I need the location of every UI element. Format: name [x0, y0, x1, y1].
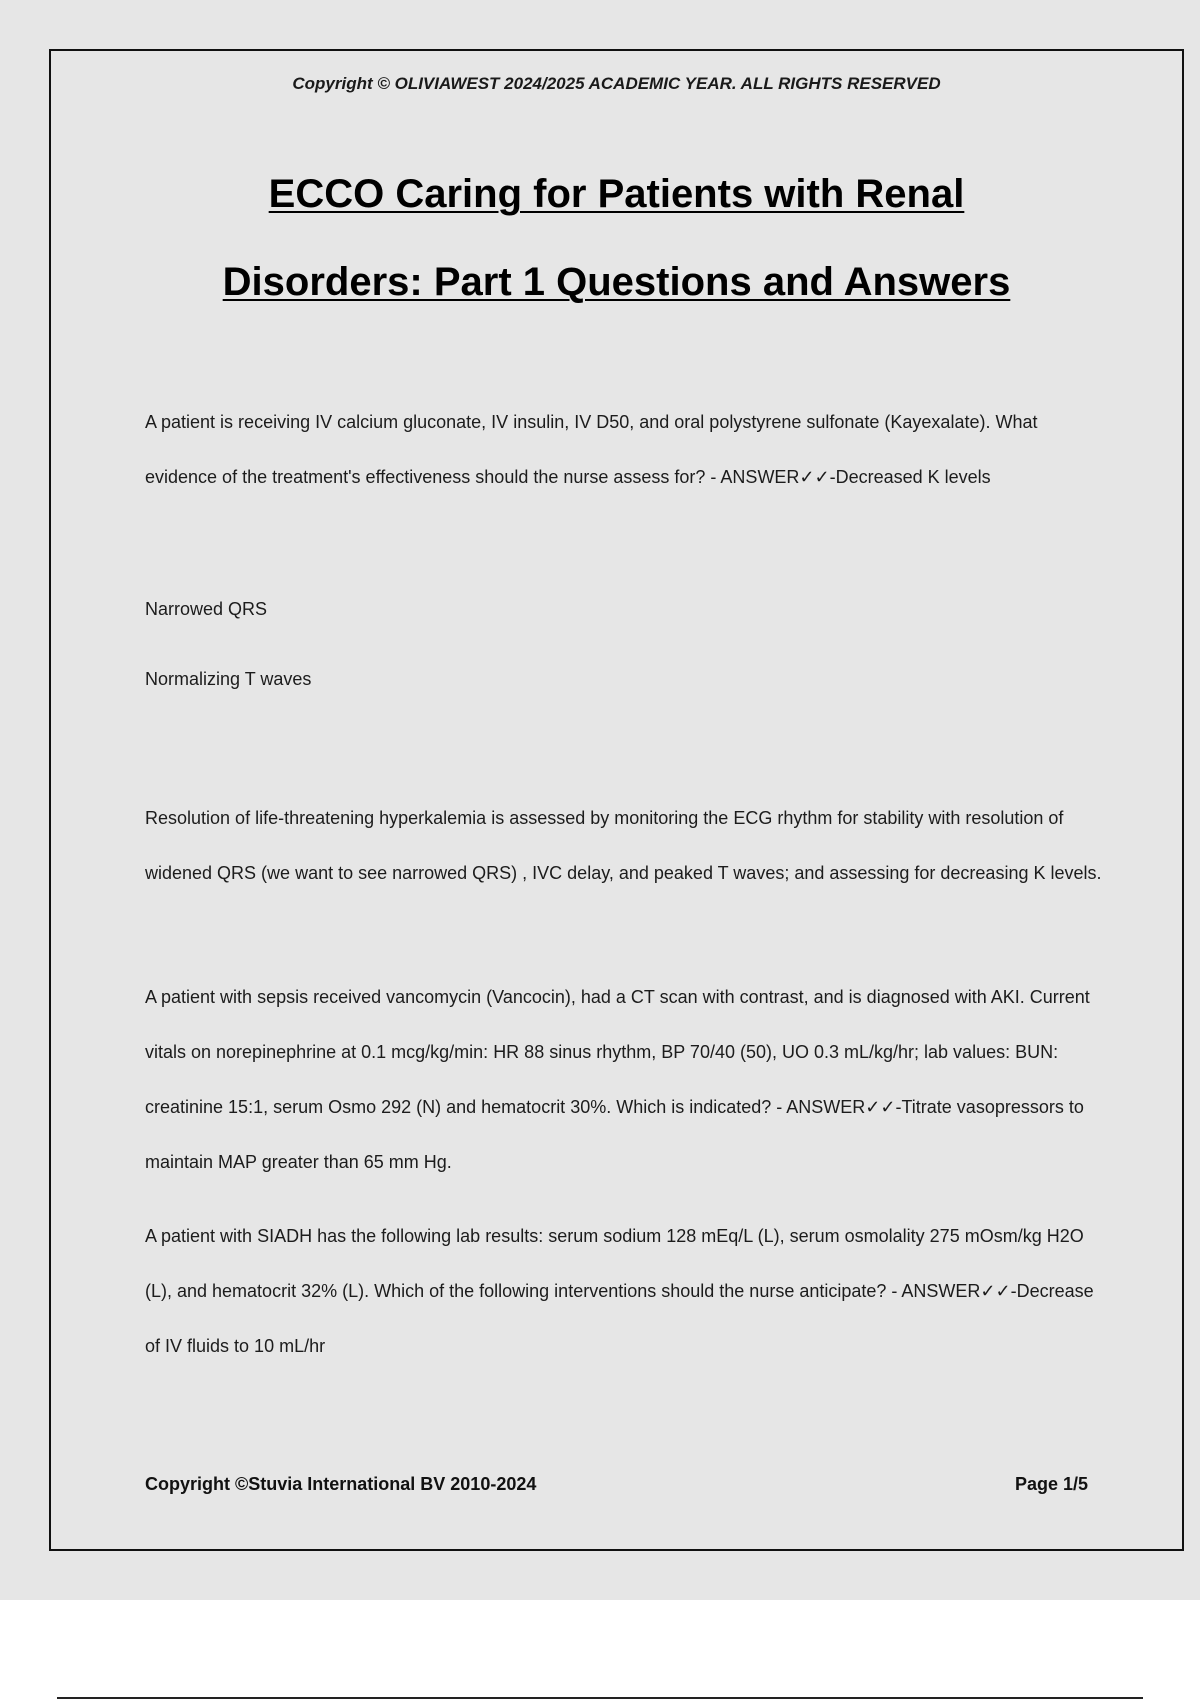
document-title-line-1: ECCO Caring for Patients with Renal [268, 172, 965, 216]
rationale-hyperkalemia: Resolution of life-threatening hyperkalemia is assessed by monitoring the ECG rhythm for stability with resolution of widened QRS (we want to see narrowed QRS) , IVC delay, and peaked T waves; and assessing for decreasing K levels. [145, 808, 1102, 883]
page-number: Page 1/5 [1014, 1474, 1088, 1494]
header-copyright: Copyright © OLIVIAWEST 2024/2025 ACADEMIC YEAR. ALL RIGHTS RESERVED [292, 74, 941, 93]
question-3: A patient with SIADH has the following lab results: serum sodium 128 mEq/L (L), serum osmolality 275 mOsm/kg H2O (L), and hematocrit 32% (L). Which of the following interventions should the nurse anticipate? - ANSWER✓✓-Decrease of IV fluids to 10 mL/hr [145, 1226, 1094, 1356]
answer-item-normalizing-t-waves: Normalizing T waves [145, 669, 312, 689]
document-title-line-2: Disorders: Part 1 Questions and Answers [222, 260, 1011, 304]
footer-copyright: Copyright ©Stuvia International BV 2010-2024 [145, 1474, 537, 1494]
question-1: A patient is receiving IV calcium gluconate, IV insulin, IV D50, and oral polystyrene sulfonate (Kayexalate). What evidence of the treatment's effectiveness should the nurse assess for? - ANSWER✓✓-Decreased K levels [145, 412, 1038, 487]
next-page-divider [57, 1697, 1143, 1699]
answer-item-narrowed-qrs: Narrowed QRS [145, 599, 268, 619]
question-2: A patient with sepsis received vancomycin (Vancocin), had a CT scan with contrast, and is diagnosed with AKI. Current vitals on norepinephrine at 0.1 mcg/kg/min: HR 88 sinus rhythm, BP 70/40 (50), UO 0.3 mL/kg/hr; lab values: BUN: creatinine 15:1, serum Osmo 292 (N) and hematocrit 30%. Which is indicated? - ANSWER✓✓-Titrate vasopressors to maintain MAP greater than 65 mm Hg. [145, 987, 1090, 1172]
